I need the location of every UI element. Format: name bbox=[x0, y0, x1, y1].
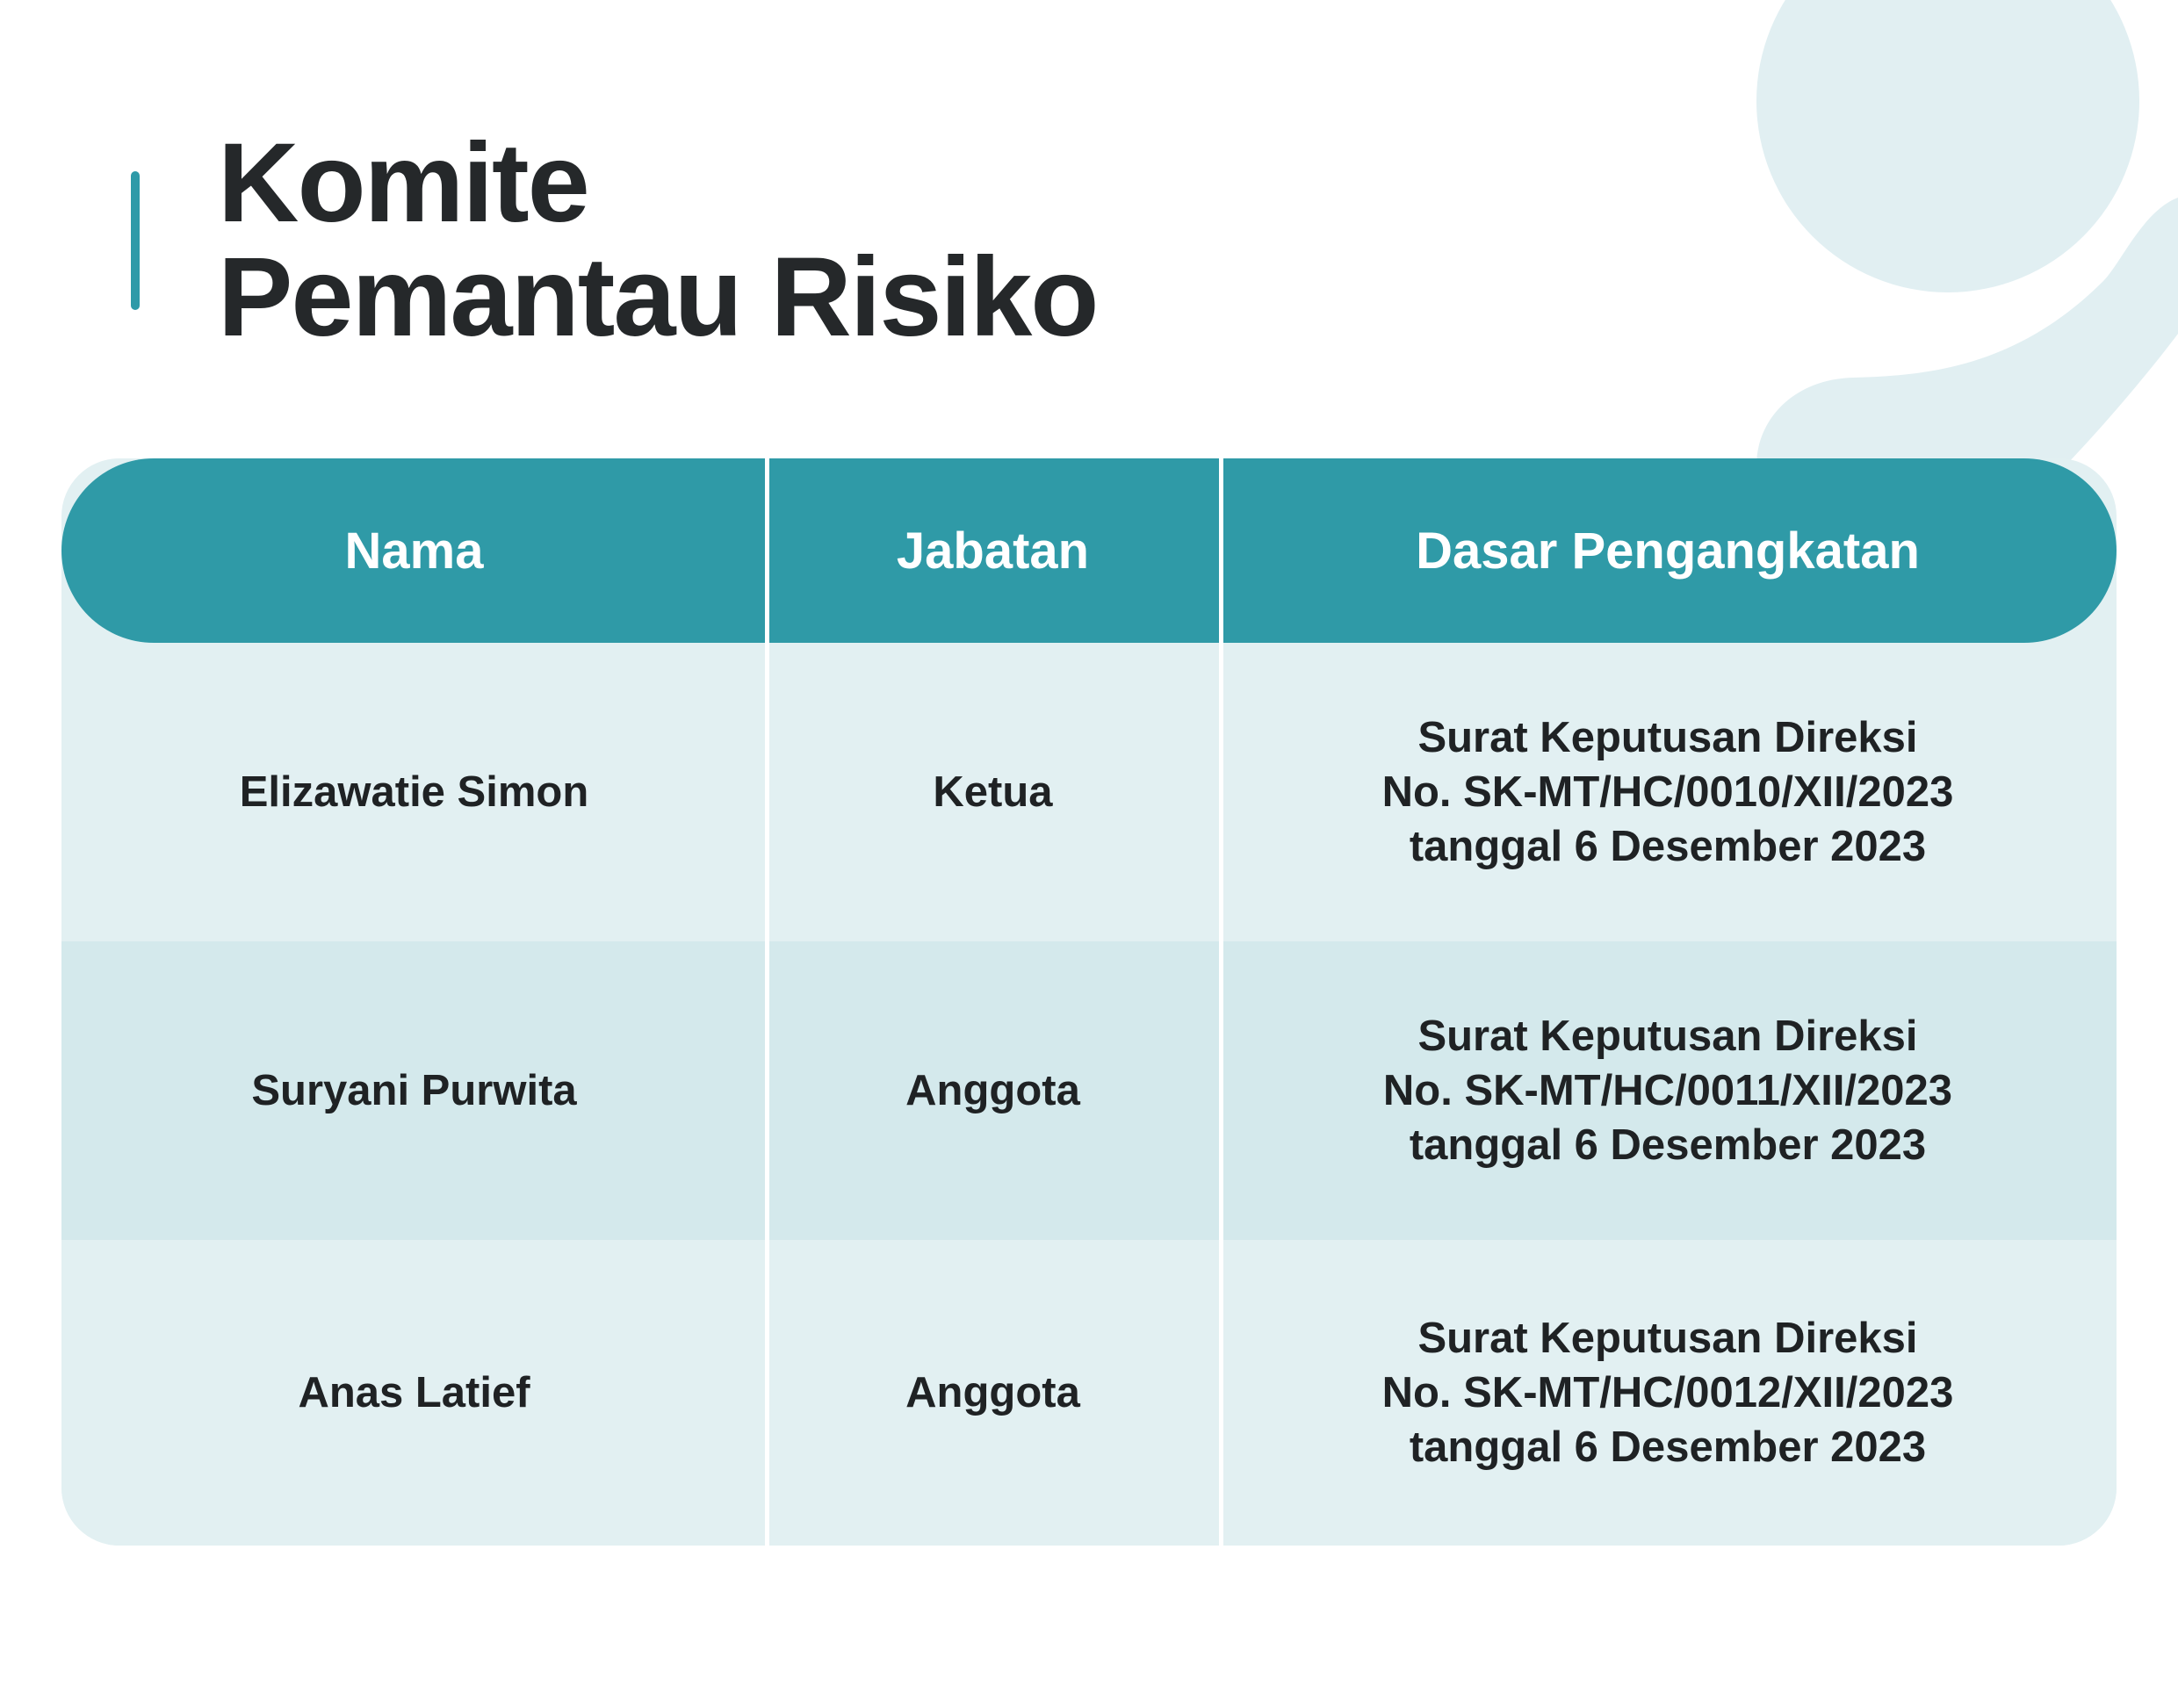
dasar-line-2: No. SK-MT/HC/0010/XII/2023 bbox=[1381, 768, 1954, 816]
page-title bbox=[218, 120, 1098, 360]
dasar-line-2: No. SK-MT/HC/0011/XII/2023 bbox=[1382, 1067, 1953, 1114]
dasar-line-3: tanggal 6 Desember 2023 bbox=[1409, 823, 1927, 870]
committee-table bbox=[61, 458, 2117, 1546]
header-dasar-pengangkatan: Dasar Pengangkatan bbox=[1416, 522, 1920, 580]
header-nama: Nama bbox=[344, 522, 484, 580]
dasar-line-1: Surat Keputusan Direksi bbox=[1417, 1013, 1918, 1060]
cell-jabatan: Anggota bbox=[905, 1369, 1080, 1416]
table-row bbox=[61, 643, 2117, 941]
column-divider bbox=[765, 458, 769, 1546]
header-jabatan: Jabatan bbox=[896, 522, 1090, 580]
dasar-line-2: No. SK-MT/HC/0012/XII/2023 bbox=[1381, 1369, 1954, 1416]
table-row bbox=[61, 1240, 2117, 1546]
title-accent-bar bbox=[131, 171, 140, 310]
decor-swoosh-shape bbox=[1756, 198, 2178, 465]
column-divider bbox=[1219, 458, 1223, 1546]
cell-nama: Anas Latief bbox=[298, 1369, 530, 1416]
table-row bbox=[61, 941, 2117, 1240]
cell-nama: Suryani Purwita bbox=[251, 1067, 577, 1114]
cell-jabatan: Ketua bbox=[933, 768, 1053, 816]
cell-dasar-pengangkatan bbox=[1219, 643, 2117, 941]
cell-nama: Elizawatie Simon bbox=[239, 768, 589, 816]
cell-jabatan: Anggota bbox=[905, 1067, 1080, 1114]
table-header-row bbox=[61, 458, 2117, 643]
decor-circle-shape bbox=[1756, 0, 2139, 292]
dasar-line-1: Surat Keputusan Direksi bbox=[1417, 1315, 1918, 1362]
dasar-line-3: tanggal 6 Desember 2023 bbox=[1409, 1423, 1927, 1471]
dasar-line-1: Surat Keputusan Direksi bbox=[1417, 714, 1918, 761]
cell-dasar-pengangkatan bbox=[1219, 1240, 2117, 1546]
dasar-line-3: tanggal 6 Desember 2023 bbox=[1409, 1121, 1927, 1169]
cell-dasar-pengangkatan bbox=[1219, 941, 2117, 1240]
page-title-line-2: Pemantau Risiko bbox=[218, 234, 1098, 360]
page-title-line-1: Komite bbox=[218, 120, 588, 246]
